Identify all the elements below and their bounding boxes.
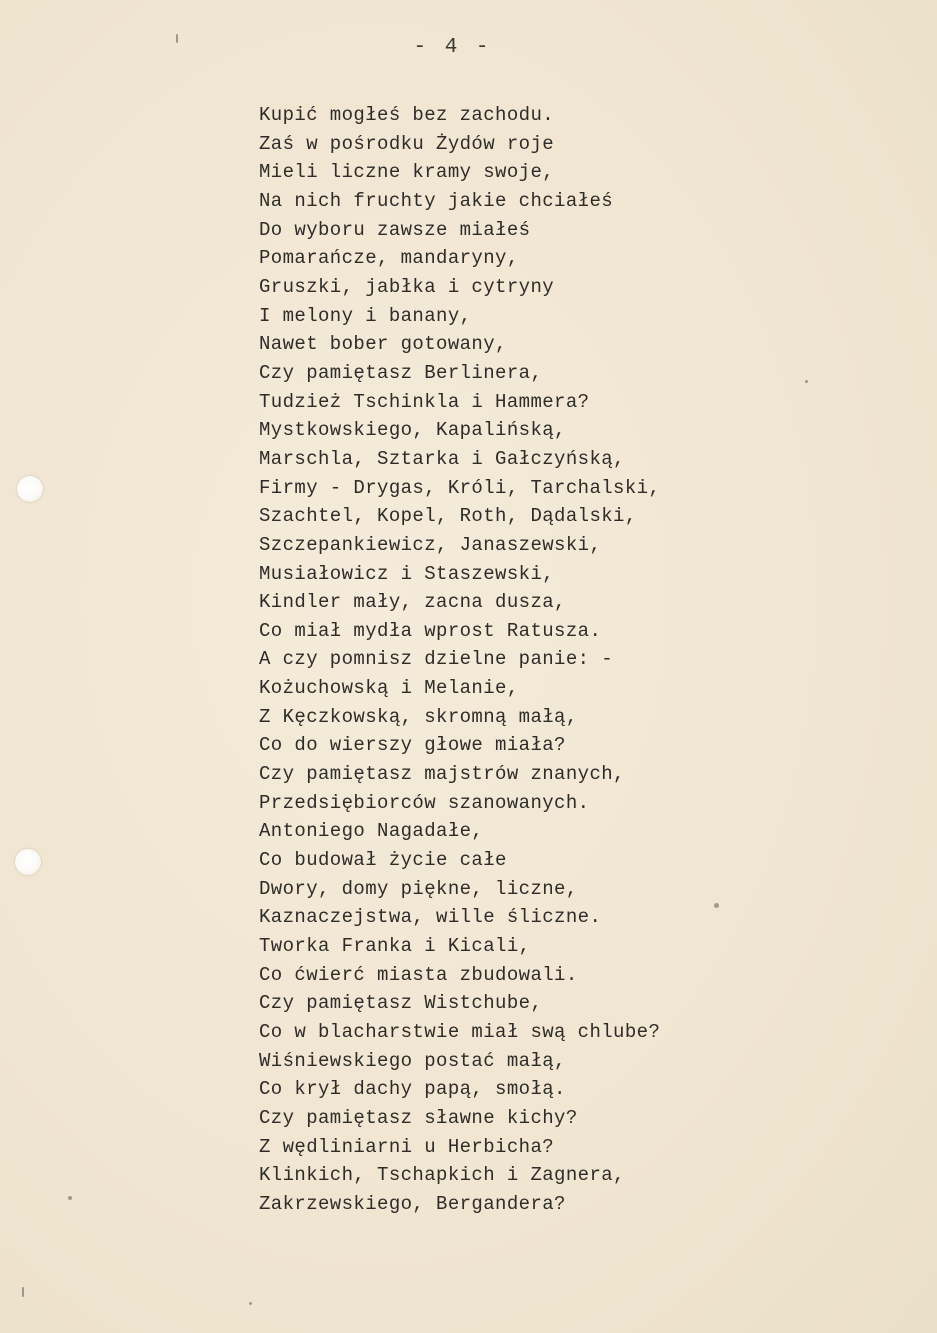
poem-line: Czy pamiętasz Berlinera, [259,361,543,384]
poem-line: Mystkowskiego, Kapalińską, [259,419,566,442]
poem-text [259,101,660,1219]
poem-line: Kindler mały, zacna dusza, [259,591,566,614]
poem-line: Co budował życie całe [259,849,507,872]
poem-line: Co krył dachy papą, smołą. [259,1078,566,1101]
poem-line: Czy pamiętasz sławne kichy? [259,1106,578,1129]
poem-line: Kupić mogłeś bez zachodu. [259,104,555,126]
paper-speck [714,903,719,908]
poem-line: Mieli liczne kramy swoje, [259,161,555,184]
poem-line: Klinkich, Tschapkich i Zagnera, [259,1164,625,1187]
poem-line: Pomarańcze, mandaryny, [259,247,519,270]
poem-line: Marschla, Sztarka i Gałczyńską, [259,447,625,470]
page-number: - 4 - [413,36,492,59]
poem-line: Gruszki, jabłka i cytryny [259,275,555,298]
poem-line: Wiśniewskiego postać małą, [259,1049,566,1072]
poem-line: Z wędliniarni u Herbicha? [259,1135,555,1158]
punch-hole-lower [15,849,41,875]
poem-line: Co ćwierć miasta zbudowali. [259,963,578,986]
poem-line: Do wyboru zawsze miałeś [259,218,531,241]
poem-line: Co do wierszy głowe miała? [259,734,566,757]
poem-line: Przedsiębiorców szanowanych. [259,791,590,814]
poem-line: Czy pamiętasz majstrów znanych, [259,763,625,786]
poem-line: Zaś w pośrodku Żydów roje [259,132,555,155]
poem-line: Dwory, domy piękne, liczne, [259,877,578,900]
poem-line: Szachtel, Kopel, Roth, Dądalski, [259,505,637,528]
paper-speck [68,1196,72,1200]
poem-line: A czy pomnisz dzielne panie: - [259,648,614,671]
poem-line: Tworka Franka i Kicali, [259,935,531,958]
poem-line: Nawet bober gotowany, [259,333,507,356]
poem-line: Z Kęczkowską, skromną małą, [259,705,578,728]
poem-line: Zakrzewskiego, Bergandera? [259,1192,566,1215]
poem-line: Czy pamiętasz Wistchube, [259,992,543,1015]
poem-line: Kożuchowską i Melanie, [259,677,519,700]
paper-speck [22,1287,24,1297]
poem-line: I melony i banany, [259,304,472,327]
paper-speck [805,380,808,383]
poem-line: Firmy - Drygas, Króli, Tarchalski, [259,476,661,499]
punch-hole-upper [17,476,43,502]
paper-speck [249,1302,252,1305]
poem-line: Musiałowicz i Staszewski, [259,562,555,585]
poem-line: Na nich fruchty jakie chciałeś [259,189,614,212]
poem-line: Kaznaczejstwa, wille śliczne. [259,906,602,929]
poem-line: Co miał mydła wprost Ratusza. [259,619,602,642]
poem-line: Szczepankiewicz, Janaszewski, [259,533,602,556]
poem-line: Co w blacharstwie miał swą chlube? [259,1021,661,1043]
poem-line: Antoniego Nagadałe, [259,820,484,843]
poem-line: Tudzież Tschinkla i Hammera? [259,390,590,413]
